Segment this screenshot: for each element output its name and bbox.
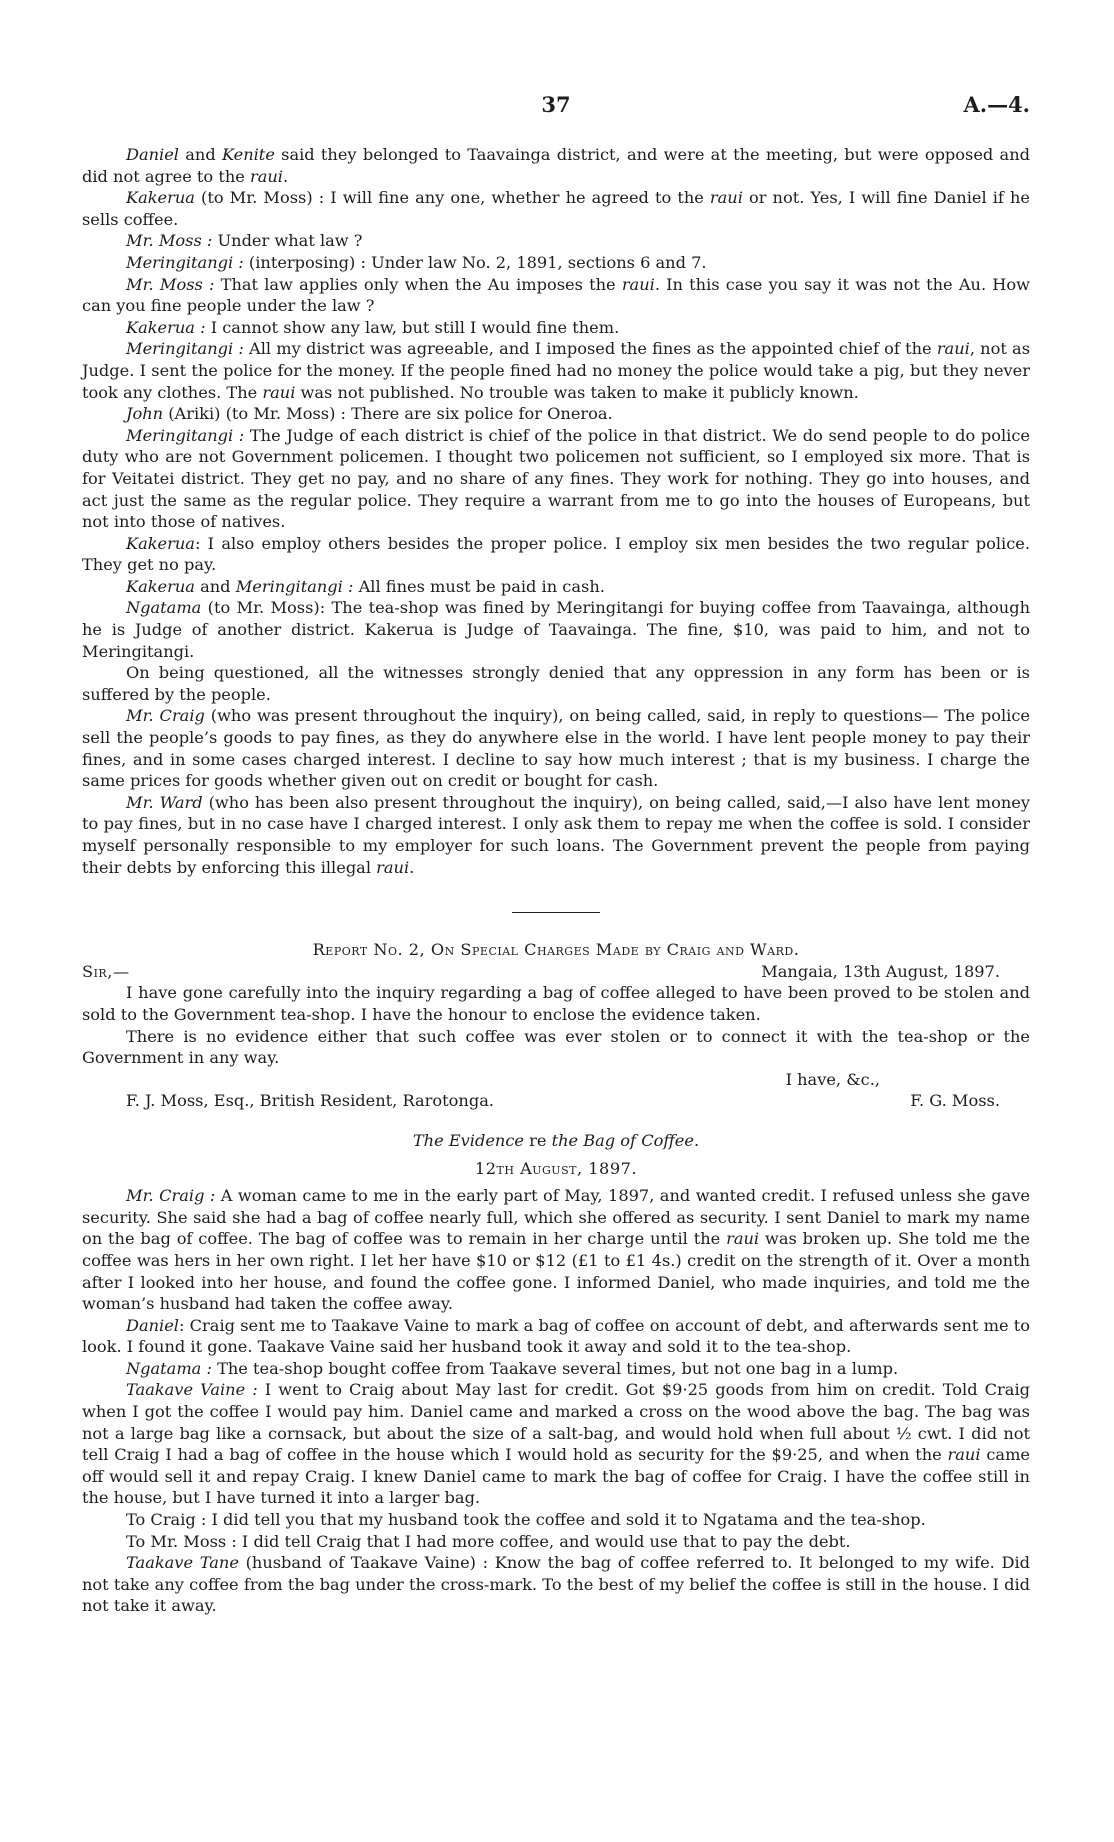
salutation: Sir,— xyxy=(82,961,130,981)
evidence-title: The Evidence re the Bag of Coffee. xyxy=(412,1130,700,1150)
page-number: 37 xyxy=(541,92,571,117)
paragraph: John (Ariki) (to Mr. Moss) : There are six police for Oneroa. xyxy=(126,404,613,424)
salutation-line xyxy=(82,961,1030,983)
paragraph: Meringitangi : The Judge of each district is chief of the police in that district. We do send people to do police duty who are not Government policemen. I thought two policemen not sufficient, so I employed six more. That is for Veitatei district. They get no pay, and no share of any fines. They work for nothing. They go into houses, and act just the same as the regular police. They require a warrant from me to go into the houses of Europeans, but not into those of natives. xyxy=(82,425,1030,532)
evidence-date: 12th August, 1897. xyxy=(474,1158,638,1178)
paragraph: Ngatama (to Mr. Moss): The tea-shop was fined by Meringitangi for buying coffee from Taavainga, although he is Judge of another district. Kakerua is Judge of Taavainga. The fine, $10, was paid to him, and not to Meringitangi. xyxy=(82,598,1030,661)
paragraph: To Craig : I did tell you that my husband took the coffee and sold it to Ngatama and the tea-shop. xyxy=(126,1510,926,1530)
section-divider xyxy=(512,912,600,913)
addressee: F. J. Moss, Esq., British Resident, Rarotonga. xyxy=(126,1091,494,1111)
page-header xyxy=(82,92,1030,122)
report-heading: Report No. 2, On Special Charges Made by Craig and Ward. xyxy=(312,940,800,960)
paragraph: Taakave Vaine : I went to Craig about May last for credit. Got $9·25 goods from him on credit. Told Craig when I got the coffee I would pay him. Daniel came and marked a cross on the wood above the bag. The bag was not a large bag like a cornsack, but about the size of a salt-bag, and would hold when full about ½ cwt. I did not tell Craig I had a bag of coffee in the house which I would hold as security for the $9·25, and when the raui came off would sell it and repay Craig. I knew Daniel came to mark the bag of coffee for Craig. I have the coffee still in the house, but I have turned it into a larger bag. xyxy=(82,1380,1030,1508)
paragraph: Meringitangi : (interposing) : Under law No. 2, 1891, sections 6 and 7. xyxy=(126,252,707,272)
paragraph: Taakave Tane (husband of Taakave Vaine) : Know the bag of coffee referred to. It belonged to my wife. Did not take any coffee from the bag under the cross-mark. To the best of my belief the coffee is still in the house. I did not take it away. xyxy=(82,1553,1030,1616)
paragraph: Daniel and Kenite said they belonged to Taavainga district, and were at the meeting, but were opposed and did not agree to the raui. xyxy=(82,145,1030,186)
paragraph: Kakerua : I cannot show any law, but still I would fine them. xyxy=(126,317,620,337)
paragraph: Kakerua: I also employ others besides the proper police. I employ six men besides the two regular police. They get no pay. xyxy=(82,533,1030,575)
addressee-line xyxy=(82,1090,1030,1112)
document-body xyxy=(82,144,1030,1617)
paragraph: Ngatama : The tea-shop bought coffee from Taakave several times, but not one bag in a lump. xyxy=(126,1358,899,1378)
place-date: Mangaia, 13th August, 1897. xyxy=(761,961,1000,981)
closing-line xyxy=(82,1069,1030,1091)
paragraph: To Mr. Moss : I did tell Craig that I had more coffee, and would use that to pay the debt. xyxy=(126,1531,851,1551)
paragraph: Mr. Moss : Under what law ? xyxy=(126,231,363,251)
paragraph: On being questioned, all the witnesses strongly denied that any oppression in any form has been or is suffered by the people. xyxy=(82,663,1030,704)
paragraph: Daniel: Craig sent me to Taakave Vaine to mark a bag of coffee on account of debt, and afterwards sent me to look. I found it gone. Taakave Vaine said her husband took it away and sold it to the tea-shop. xyxy=(82,1315,1030,1357)
paragraph: Kakerua and Meringitangi : All fines must be paid in cash. xyxy=(126,576,605,596)
paragraph: Mr. Craig : A woman came to me in the early part of May, 1897, and wanted credit. I refused unless she gave security. She said she had a bag of coffee nearly full, which she offered as security. I sent Daniel to mark my name on the bag of coffee. The bag of coffee was to remain in her charge until the raui was broken up. She told me the coffee was hers in her own right. I let her have $10 or $12 (£1 to £1 4s.) credit on the strength of it. Over a month after I looked into her house, and found the coffee gone. I informed Daniel, who made inquiries, and told me the woman’s husband had taken the coffee away. xyxy=(82,1186,1030,1314)
paragraph: Mr. Ward (who has been also present throughout the inquiry), on being called, said,—I also have lent money to pay fines, but in no case have I charged interest. I only ask them to repay me when the coffee is sold. I consider myself personally responsible to my employer for such loans. The Government prevent the people from paying their debts by enforcing this illegal raui. xyxy=(82,792,1030,877)
document-reference: A.—4. xyxy=(963,92,1030,117)
paragraph: I have gone carefully into the inquiry regarding a bag of coffee alleged to have been proved to be stolen and sold to the Government tea-shop. I have the honour to enclose the evidence taken. xyxy=(82,983,1030,1024)
paragraph: Mr. Moss : That law applies only when the Au imposes the raui. In this case you say it was not the Au. How can you fine people under the law ? xyxy=(82,274,1030,316)
paragraph: Meringitangi : All my district was agreeable, and I imposed the fines as the appointed chief of the raui, not as Judge. I sent the police for the money. If the people fined had no money the police would take a pig, but they never took any clothes. The raui was not published. No trouble was taken to make it publicly known. xyxy=(82,339,1031,402)
closing: I have, &c., xyxy=(785,1069,880,1089)
paragraph: There is no evidence either that such coffee was ever stolen or to connect it with the tea-shop or the Government in any way. xyxy=(82,1026,1030,1068)
paragraph: Mr. Craig (who was present throughout the inquiry), on being called, said, in reply to questions— The police sell the people’s goods to pay fines, as they do anywhere else in the world. I have lent people money to pay their fines, and in some cases charged interest. I decline to say how much interest ; that is my business. I charge the same prices for goods whether given out on credit or bought for cash. xyxy=(82,706,1030,791)
signature: F. G. Moss. xyxy=(910,1091,1000,1111)
paragraph: Kakerua (to Mr. Moss) : I will fine any one, whether he agreed to the raui or not. Yes, I will fine Daniel if he sells coffee. xyxy=(82,188,1030,229)
